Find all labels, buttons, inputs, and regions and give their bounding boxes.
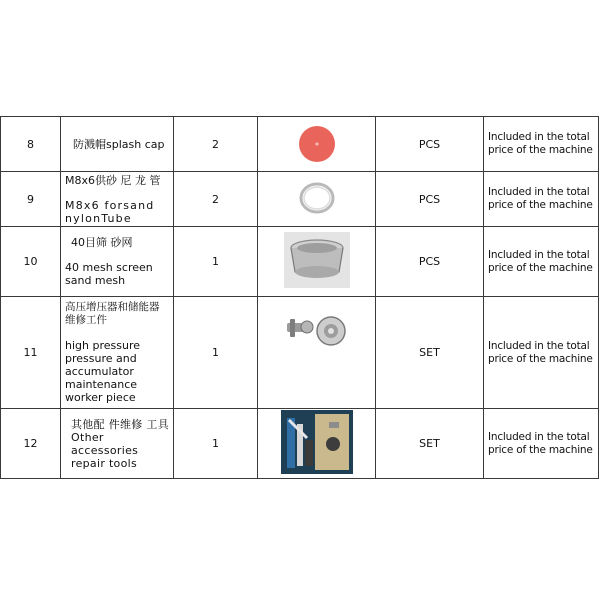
item-name [61,227,174,297]
repair-parts-icon [277,305,357,357]
item-name-line: 其他配 件维修 工具Other accessories repair tools [71,417,169,470]
table-row [1,409,599,479]
price-note: Included in the total price of the machine [484,172,599,227]
quantity: 2 [174,117,258,172]
item-name [61,297,174,409]
quantity: 1 [174,409,258,479]
item-name-line: 防溅帽splash cap [73,137,165,151]
unit: SET [376,297,484,409]
red-disc-icon [287,120,347,166]
row-number: 11 [1,297,61,409]
unit: PCS [376,172,484,227]
item-name [61,172,174,227]
unit: SET [376,409,484,479]
item-name [61,117,174,172]
parts-table [0,116,599,479]
unit: PCS [376,227,484,297]
row-number: 8 [1,117,61,172]
nylon-ring-icon [287,175,347,221]
item-name-line: 40目筛 砂网 [71,236,133,249]
quantity: 2 [174,172,258,227]
price-note: Included in the total price of the machine [484,227,599,297]
item-name-line: high pressure pressure and accumulator maintenance worker piece [65,339,140,404]
price-note: Included in the total price of the machine [484,297,599,409]
table-row [1,117,599,172]
item-image [258,409,376,479]
table-row [1,172,599,227]
quantity: 1 [174,227,258,297]
item-name-line: M8x6供砂 尼 龙 管 [65,173,161,187]
price-note: Included in the total price of the machine [484,409,599,479]
quantity: 1 [174,297,258,409]
row-number: 12 [1,409,61,479]
item-image [258,117,376,172]
item-name-line: 高压增压器和储能器维修工件 [65,301,160,326]
table-row [1,297,599,409]
item-name-line: M8x6 forsand nylonTube [65,198,155,225]
item-name-line: 40 mesh screen sand mesh [65,261,153,287]
item-image [258,297,376,409]
item-image [258,172,376,227]
row-number: 10 [1,227,61,297]
item-image [258,227,376,297]
item-name [61,409,174,479]
price-note: Included in the total price of the machine [484,117,599,172]
row-number: 9 [1,172,61,227]
table-row [1,227,599,297]
mesh-sieve-icon [282,230,352,290]
tool-kit-icon [281,410,353,474]
unit: PCS [376,117,484,172]
